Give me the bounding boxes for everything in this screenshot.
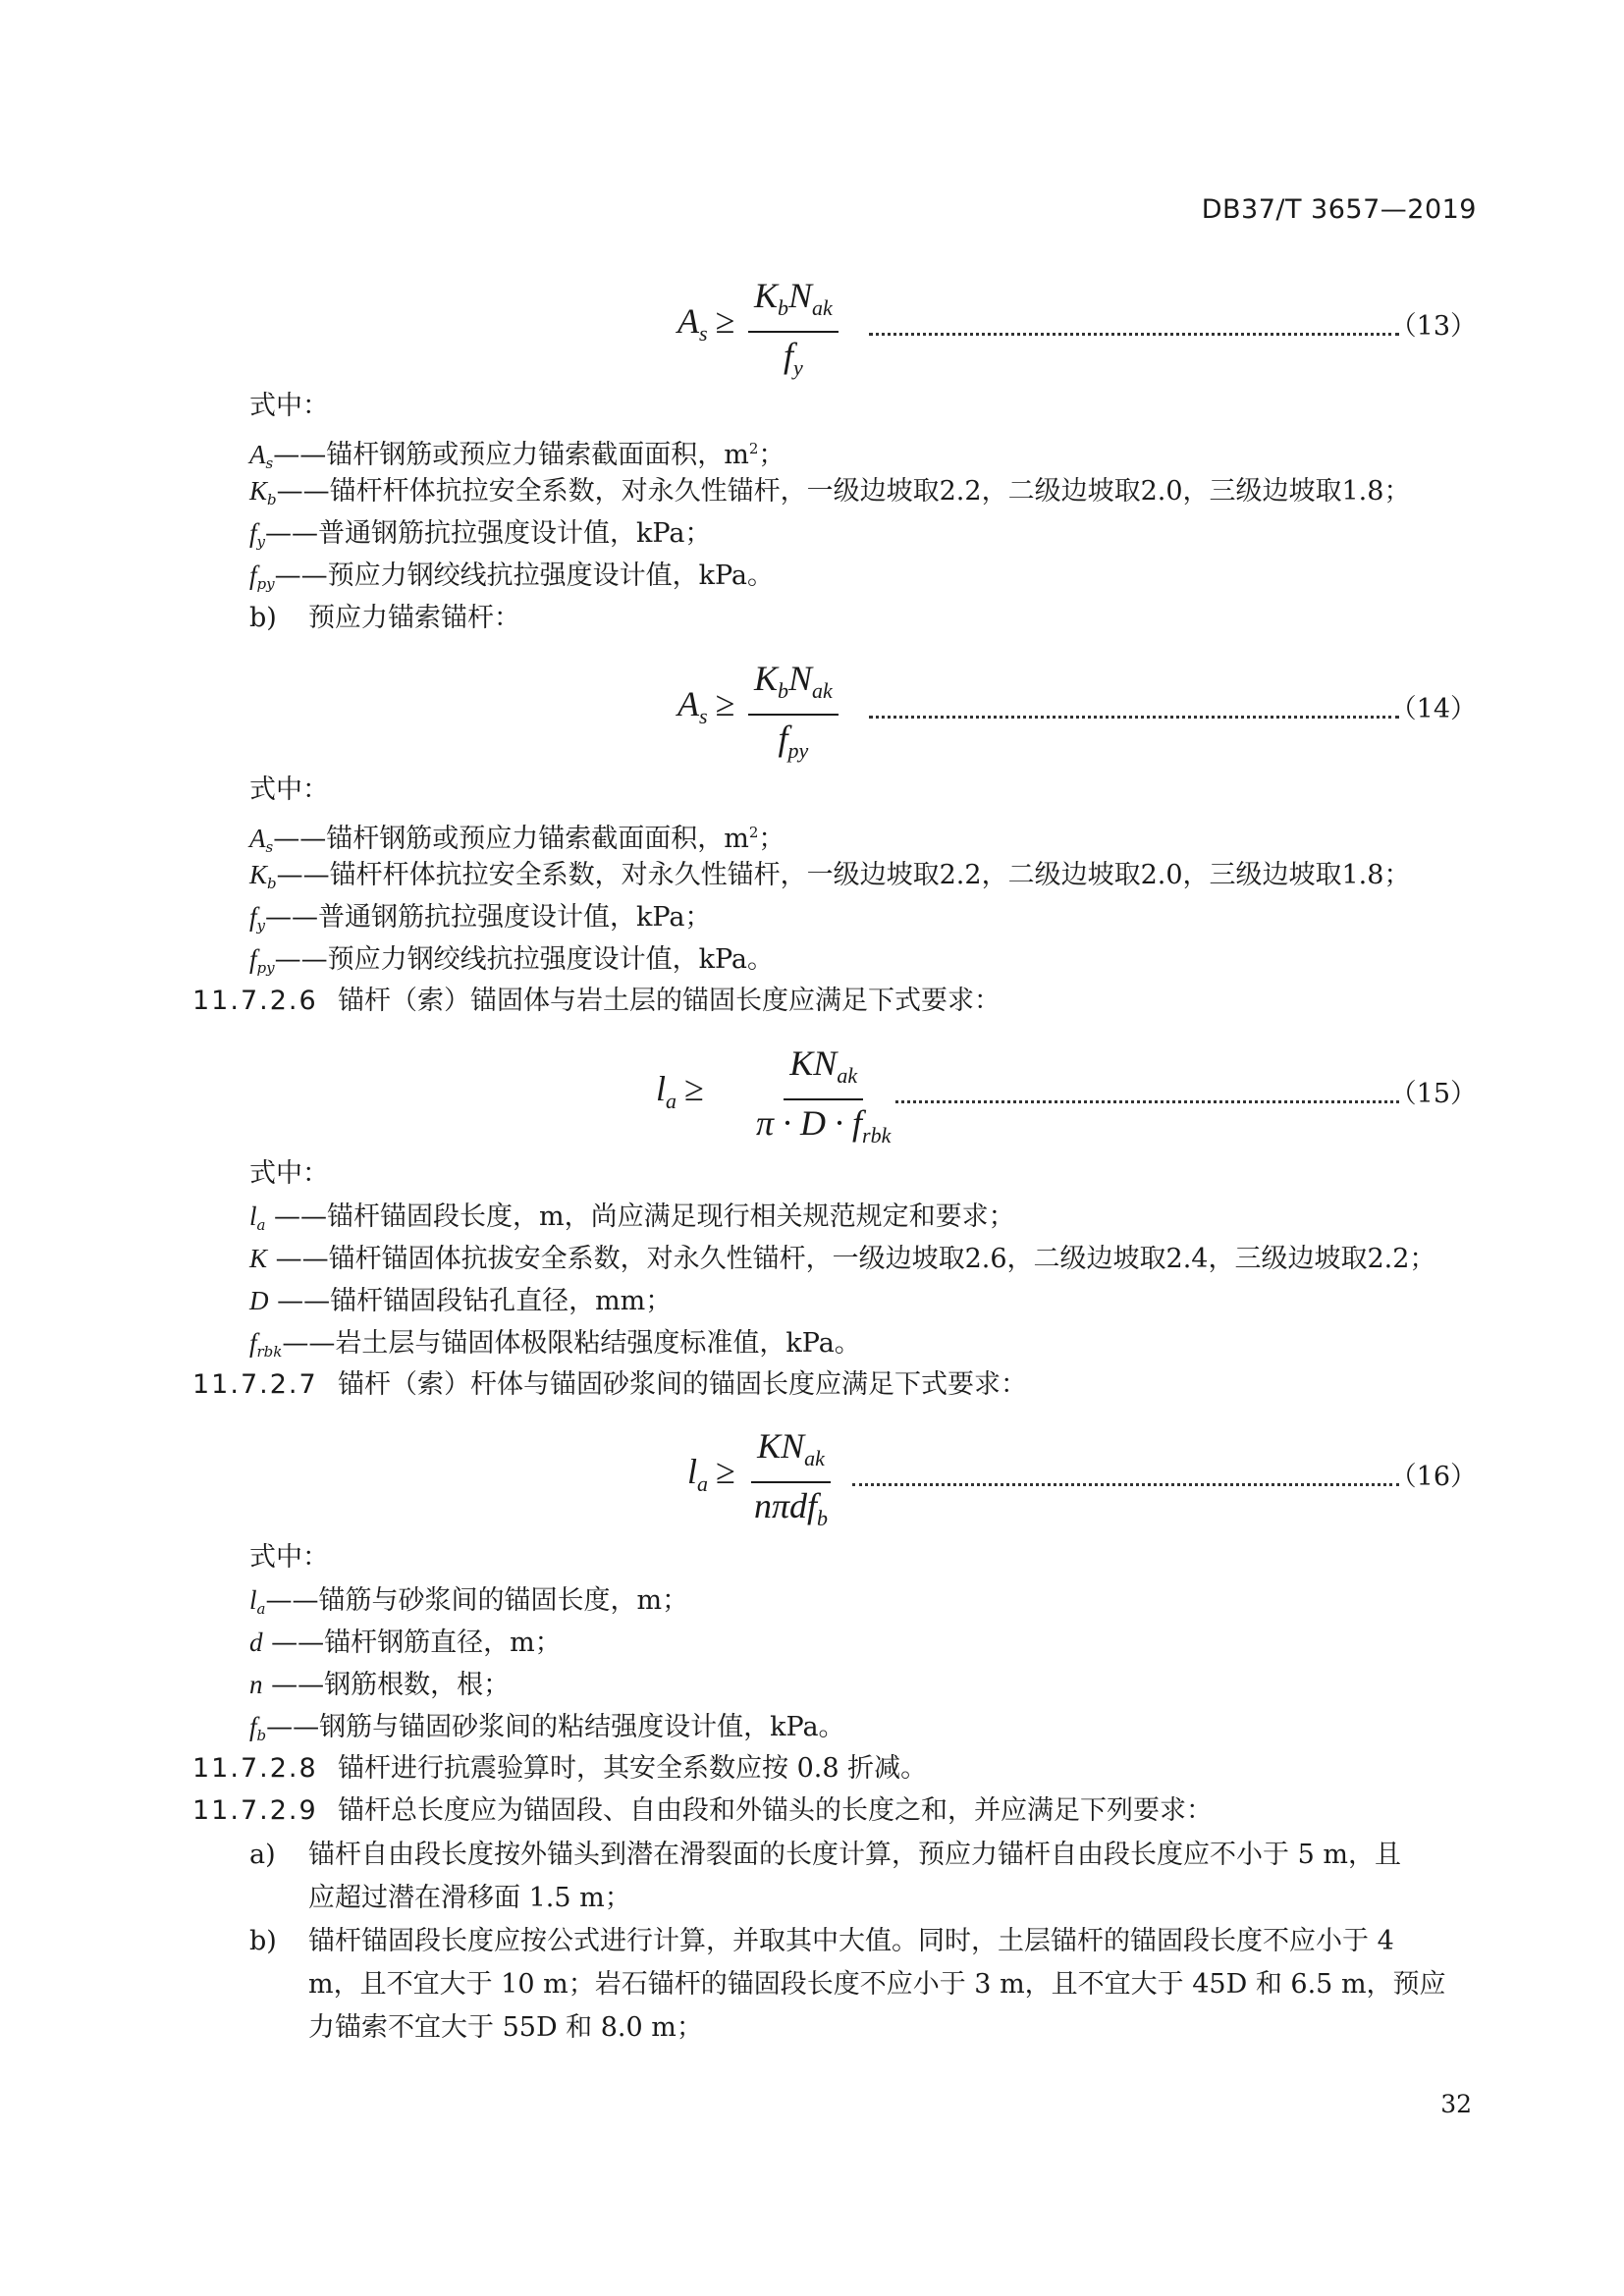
formula-lhs: $A_s$ ≥ (677, 301, 735, 346)
section-11-7-2-6: 11.7.2.6 锚杆（索）锚固体与岩土层的锚固长度应满足下式要求： (192, 986, 1001, 1016)
definition-line: $f_{py}——$预应力钢绞线抗拉强度设计值，kPa。 (249, 944, 775, 977)
where-label: 式中： (249, 1158, 329, 1189)
definition-line: $l_a——$锚筋与砂浆间的锚固长度，m； (249, 1585, 689, 1618)
formula-lhs: $A_s$ ≥ (677, 684, 735, 728)
list-item-a: a) 锚杆自由段长度按外锚头到潜在滑裂面的长度计算，预应力锚杆自由段长度应不小于 5 m，且 (249, 1840, 1401, 1870)
section-11-7-2-8: 11.7.2.8 锚杆进行抗震验算时，其安全系数应按 0.8 折减。 (192, 1753, 928, 1784)
definition-line: D ——锚杆锚固段钻孔直径，mm； (249, 1286, 673, 1316)
list-item-a-continuation: 应超过潜在滑移面 1.5 m； (308, 1883, 631, 1913)
formula-16 (0, 1423, 1624, 1531)
leader-dots (869, 714, 1399, 719)
definition-line: $f_y——$普通钢筋抗拉强度设计值，kPa； (249, 902, 712, 934)
formula-fraction: $KN_{ak}$ $\pi \cdot D \cdot f_{rbk}$ (750, 1041, 896, 1158)
leader-dots (895, 1098, 1399, 1103)
formula-fraction: $KN_{ak}$ nπdf$_b$ (748, 1423, 834, 1541)
definition-line: $f_b——$钢筋与锚固砂浆间的粘结强度设计值，kPa。 (249, 1712, 845, 1744)
formula-fraction: $K_bN_{ak}$ $f_y$ (748, 273, 839, 391)
formula-lhs: $l_a$ ≥ (687, 1452, 735, 1496)
formula-14 (0, 656, 1624, 764)
page-number: 32 (1440, 2090, 1472, 2118)
definition-line: $A_s——$锚杆钢筋或预应力锚索截面面积，$m^2$； (249, 440, 785, 472)
list-item-b-continuation: m，且不宜大于 10 m；岩石锚杆的锚固段长度不应小于 3 m，且不宜大于 45D 和 6.5 m，预应 (308, 1969, 1446, 2000)
equation-number: （13） (1389, 311, 1477, 342)
definition-line: $f_y——$普通钢筋抗拉强度设计值，kPa； (249, 518, 712, 551)
section-11-7-2-9: 11.7.2.9 锚杆总长度应为锚固段、自由段和外锚头的长度之和，并应满足下列要求： (192, 1795, 1213, 1826)
equation-number: （15） (1389, 1079, 1477, 1109)
equation-number: （14） (1389, 694, 1477, 724)
definition-line: d ——锚杆钢筋直径，m； (249, 1628, 562, 1658)
definition-line: $l_a$ ——锚杆锚固段长度，m，尚应满足现行相关规范规定和要求； (249, 1201, 1015, 1234)
definition-line: $A_s——$锚杆钢筋或预应力锚索截面面积，$m^2$； (249, 824, 785, 856)
definition-line: $f_{py}——$预应力钢绞线抗拉强度设计值，kPa。 (249, 561, 775, 593)
definition-line: $f_{rbk}——$岩土层与锚固体极限粘结强度标准值，kPa。 (249, 1328, 861, 1361)
list-item-b-continuation: 力锚索不宜大于 55D 和 8.0 m； (308, 2012, 703, 2043)
leader-dots (852, 1481, 1399, 1486)
formula-lhs: $l_a$ ≥ (656, 1069, 704, 1113)
equation-number: （16） (1389, 1462, 1477, 1492)
formula-13 (0, 273, 1624, 381)
section-11-7-2-7: 11.7.2.7 锚杆（索）杆体与锚固砂浆间的锚固长度应满足下式要求： (192, 1369, 1027, 1400)
definition-line: $K_b——$锚杆杆体抗拉安全系数，对永久性锚杆，一级边坡取2.2，二级边坡取2.0，三级边坡取1.8； (249, 860, 1411, 892)
definition-line: K ——锚杆锚固体抗拔安全系数，对永久性锚杆，一级边坡取2.6，二级边坡取2.4，三级边坡取2.2； (249, 1244, 1436, 1274)
definition-line: $K_b——$锚杆杆体抗拉安全系数，对永久性锚杆，一级边坡取2.2，二级边坡取2.0，三级边坡取1.8； (249, 476, 1411, 508)
document-code: DB37/T 3657—2019 (1201, 194, 1477, 225)
leader-dots (869, 331, 1399, 336)
formula-15 (0, 1041, 1624, 1148)
where-label: 式中： (249, 1542, 329, 1573)
formula-fraction: $K_bN_{ak}$ $f_{py}$ (748, 656, 839, 774)
list-item-b: b) 预应力锚索锚杆： (249, 603, 520, 633)
where-label: 式中： (249, 391, 329, 421)
list-item-b: b) 锚杆锚固段长度应按公式进行计算，并取其中大值。同时，土层锚杆的锚固段长度不应小于 4 (249, 1926, 1394, 1956)
definition-line: n ——钢筋根数，根； (249, 1670, 511, 1700)
where-label: 式中： (249, 774, 329, 805)
